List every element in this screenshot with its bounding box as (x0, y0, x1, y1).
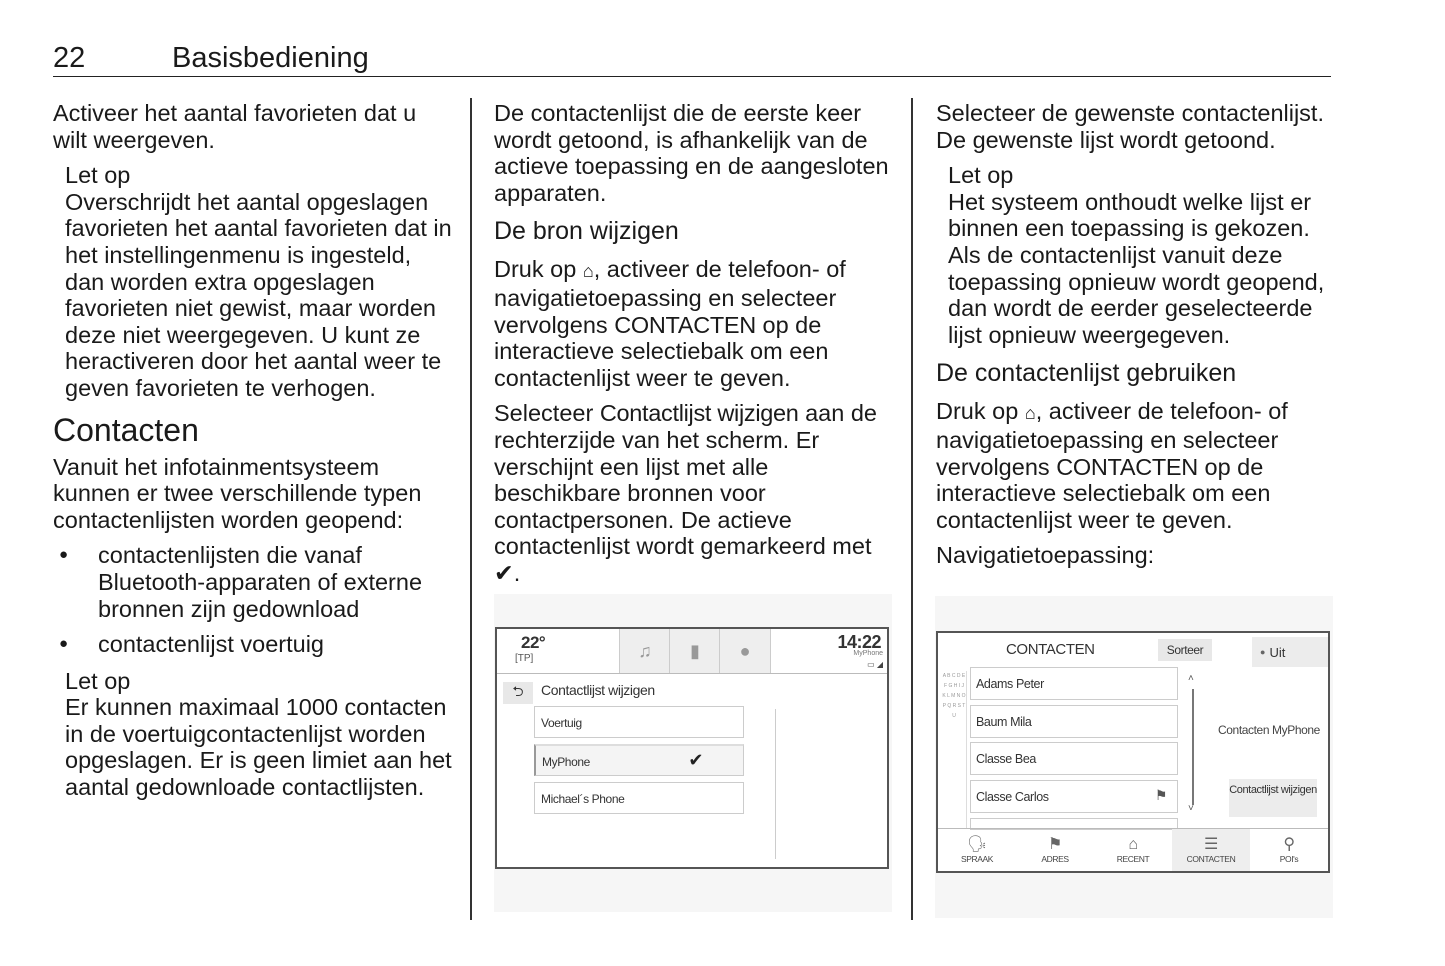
text: , activeer de telefoon- of navigatietoepassing en selecteer vervolgens (494, 256, 846, 338)
scroll-up-icon[interactable]: ˄ (1188, 673, 1194, 684)
contact-name: Classe Bea (976, 752, 1036, 766)
subsection-heading: De bron wijzigen (494, 217, 679, 246)
off-icon: ● (1260, 647, 1266, 657)
home-icon: ⌂ (582, 261, 594, 282)
text: aan de rechterzijde van het scherm. Er verschijnt een lijst met alle beschikbare bronnen voor contactpersonen. De actieve contactenlijst wordt gemarkeerd met (494, 400, 877, 560)
screenshot-contacts-navigation (935, 596, 1333, 918)
page-number: 22 (53, 42, 86, 74)
nav-label: SPRAAK (960, 854, 994, 864)
list-item-myphone[interactable] (534, 744, 744, 776)
nav-adres[interactable] (1016, 829, 1094, 871)
note-title: Let op (948, 162, 1014, 189)
nav-recent[interactable] (1094, 829, 1172, 871)
checkmark-icon: ✔ (494, 559, 514, 586)
poi-icon: ⚲ (1283, 836, 1295, 853)
back-icon[interactable]: ⮌ (503, 682, 533, 704)
contacts-icon: ☰ (1204, 836, 1218, 853)
chapter-title: Basisbediening (172, 42, 369, 74)
recent-icon: ⌂ (1128, 836, 1138, 853)
bullet-item: ● contactenlijst voertuig (53, 631, 453, 658)
flag-icon: ⚑ (1154, 787, 1167, 803)
phone-tab-icon[interactable]: ▮ (669, 629, 720, 673)
contact-name: Classe Carlos (976, 790, 1049, 804)
text: Druk op (494, 256, 583, 283)
contact-name: Baum Mila (976, 715, 1032, 729)
subsection-heading: De contactenlijst gebruiken (936, 359, 1237, 388)
nav-contacten[interactable] (1172, 829, 1250, 871)
checkmark-icon: ✔ (688, 750, 703, 770)
flag-icon: ⚑ (1048, 836, 1062, 853)
sort-button[interactable]: Sorteer (1158, 639, 1212, 661)
column-divider (911, 98, 913, 920)
nav-label: CONTACTEN (1186, 854, 1236, 864)
temperature: 22° (521, 633, 546, 652)
note-text: Overschrijdt het aantal opgeslagen favorieten het aantal favorieten dat in het instellingenmenu is ingesteld, dan worden extra opgeslagen favorieten niet gewist, maar worden deze niet weergegeven. U kunt ze heractiveren door het aantal weer te geven favorieten te verhogen. (65, 188, 452, 401)
text: Selecteer (494, 400, 600, 427)
selection-bar (938, 828, 1328, 871)
nav-label: RECENT (1116, 854, 1150, 864)
note-text: Er kunnen maximaal 1000 contacten in de voertuigcontactenlijst worden opgeslagen. Er is geen limiet aan het aantal gedownloade contactlijsten. (65, 694, 452, 801)
infotainment-screen (495, 627, 889, 869)
note-box (65, 162, 453, 401)
contact-row[interactable] (970, 742, 1178, 775)
paragraph (936, 398, 1336, 533)
item-label: MyPhone (542, 755, 590, 769)
status-bar (497, 629, 887, 674)
ui-term: CONTACTEN (1056, 453, 1198, 480)
screen-title: Contactlijst wijzigen (541, 682, 655, 698)
infotainment-screen (936, 631, 1330, 873)
list-item-michaels-phone[interactable] (534, 782, 744, 814)
off-label: Uit (1269, 644, 1286, 660)
change-contactlist-button[interactable]: Contactlijst wijzigen (1229, 779, 1317, 817)
contact-row[interactable] (970, 780, 1178, 813)
battery-signal-icon: ▭ ◢ (867, 660, 883, 669)
nav-spraak[interactable] (938, 829, 1016, 871)
list-item-voertuig[interactable] (534, 706, 744, 738)
paragraph: Selecteer de gewenste contactenlijst. De gewenste lijst wordt getoond. (936, 100, 1324, 153)
nav-tab-icon[interactable]: ● (719, 629, 771, 673)
note-box (948, 162, 1336, 348)
paragraph: Vanuit het infotainmentsysteem kunnen er twee verschillende typen contactenlijsten worden geopend: (53, 453, 422, 533)
nav-label: POI's (1279, 854, 1299, 864)
home-icon: ⌂ (1024, 403, 1036, 424)
note-text: Het systeem onthoudt welke lijst er binnen een toepassing is gekozen. Als de contactenlijst vanuit deze toepassing opnieuw wordt geopend, dan wordt de eerder geselecteerde lijst opnieuw weergegeven. (948, 188, 1325, 348)
paragraph: Navigatietoepassing: (936, 542, 1155, 569)
nav-pois[interactable] (1250, 829, 1328, 871)
bullet-list (53, 542, 453, 657)
text: op de interactieve selectiebalk om een contactenlijst weer te geven. (494, 311, 829, 391)
column-1 (53, 100, 453, 811)
screenshot-contactlist-change (494, 594, 892, 912)
connected-phone: MyPhone (853, 650, 883, 657)
nav-label: ADRES (1041, 854, 1069, 864)
tp-indicator: [TP] (515, 653, 534, 664)
ui-term: Contactlijst wijzigen (599, 400, 799, 427)
text: . (513, 559, 521, 586)
paragraph: De contactenlijst die de eerste keer wordt getoond, is afhankelijk van de actieve toepassing en de aangesloten apparaten. (494, 100, 889, 206)
text: , activeer de telefoon- of navigatietoepassing en selecteer vervolgens (936, 398, 1288, 480)
note-title: Let op (65, 667, 131, 694)
section-heading: Contacten (53, 411, 199, 448)
scroll-down-icon[interactable]: ˅ (1188, 803, 1194, 814)
column-divider (470, 98, 472, 920)
column-2 (494, 100, 894, 596)
note-box (65, 668, 453, 801)
note-title: Let op (65, 162, 131, 189)
divider (775, 709, 776, 859)
screen-title: CONTACTEN (1006, 641, 1095, 658)
paragraph (494, 256, 894, 391)
contact-name: Adams Peter (976, 677, 1044, 691)
ui-term: CONTACTEN (614, 311, 756, 338)
text: op de interactieve selectiebalk om een contactenlijst weer te geven. (936, 453, 1271, 533)
voice-icon: 🗣 (967, 836, 987, 853)
item-label: Michael´s Phone (541, 792, 625, 806)
page-header (53, 42, 1331, 77)
scrollbar[interactable] (1192, 689, 1194, 805)
source-label: Contacten MyPhone (1218, 723, 1320, 737)
clock: 14:22 (837, 632, 881, 652)
column-3 (936, 100, 1336, 578)
audio-tab-icon[interactable]: ♫ (619, 629, 670, 673)
item-label: Voertuig (541, 716, 582, 730)
paragraph: Activeer het aantal favorieten dat u wilt weergeven. (53, 100, 417, 153)
contact-row[interactable] (970, 667, 1178, 700)
alphabet-index[interactable]: A B C D E F G H I J K L M N O P Q R S T U (942, 671, 967, 829)
paragraph (494, 400, 894, 586)
bullet-item: ● contactenlijsten die vanaf Bluetooth-apparaten of externe bronnen zijn gedownload (53, 542, 453, 622)
text: Druk op (936, 398, 1025, 425)
contact-row[interactable] (970, 705, 1178, 738)
off-button[interactable] (1252, 637, 1328, 667)
